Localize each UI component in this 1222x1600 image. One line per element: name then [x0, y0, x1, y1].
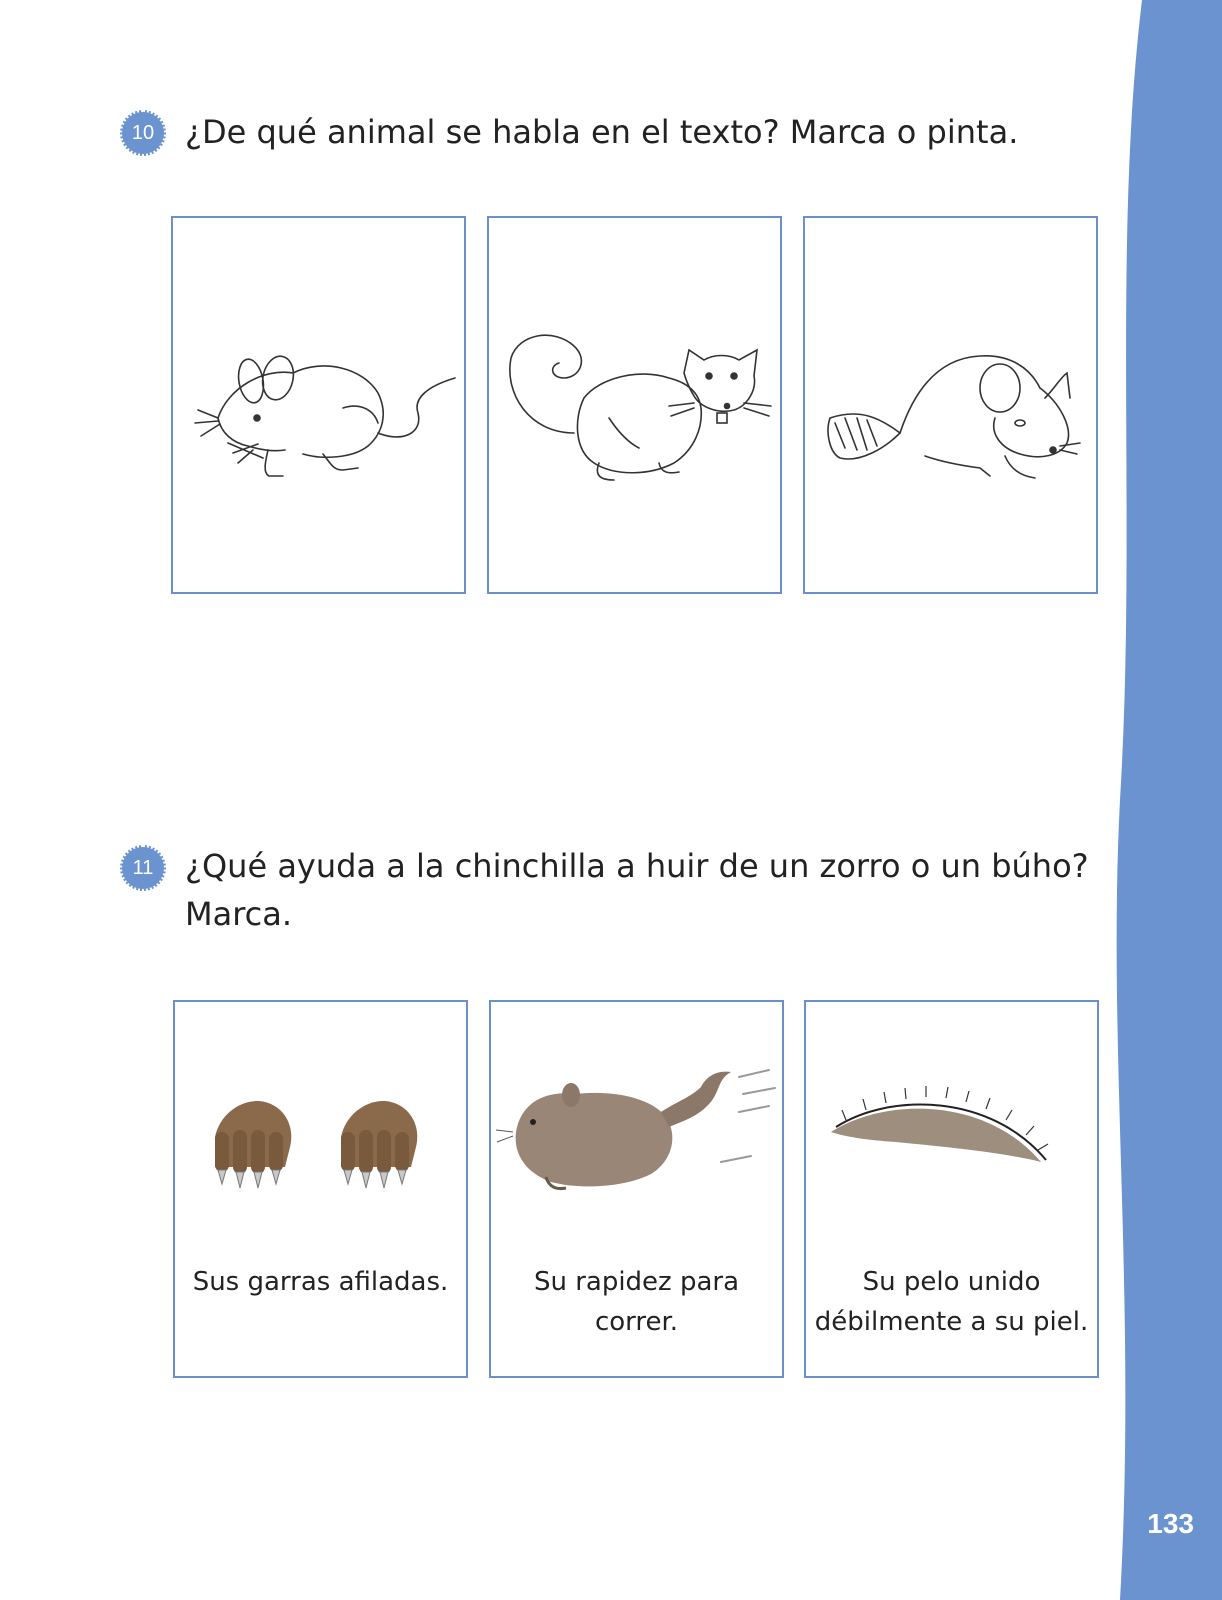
option-fur-card[interactable] — [804, 1000, 1099, 1378]
question-11-text — [185, 842, 1105, 938]
question-11-badge: 11 — [120, 845, 166, 891]
question-10-badge: 10 — [120, 110, 166, 156]
option-squirrel-card[interactable] — [487, 216, 782, 594]
squirrel-drawing-icon — [489, 218, 784, 596]
question-11-line-2: Marca. — [185, 895, 293, 933]
question-11-line-1: ¿Qué ayuda a la chinchilla a huir de un zorro o un búho? — [185, 847, 1089, 885]
option-fur-caption-line-1: Su pelo unido — [862, 1267, 1041, 1297]
question-10-text: ¿De qué animal se habla en el texto? Marca o pinta. — [185, 113, 1019, 151]
chinchilla-drawing-icon — [805, 218, 1100, 596]
option-fur-caption-line-2: débilmente a su piel. — [814, 1307, 1089, 1337]
side-band — [1112, 0, 1222, 1600]
claws-icon — [175, 1002, 470, 1380]
option-claws-caption: Sus garras afiladas. — [192, 1267, 449, 1297]
option-mouse-card[interactable] — [171, 216, 466, 594]
mouse-drawing-icon — [173, 218, 468, 596]
option-speed-card[interactable] — [489, 1000, 784, 1378]
option-fur-caption — [806, 1262, 1097, 1342]
option-speed-caption: Su rapidez para correr. — [533, 1267, 740, 1337]
page-number: 133 — [1147, 1508, 1194, 1539]
option-chinchilla-card[interactable] — [803, 216, 1098, 594]
option-claws-card[interactable] — [173, 1000, 468, 1378]
